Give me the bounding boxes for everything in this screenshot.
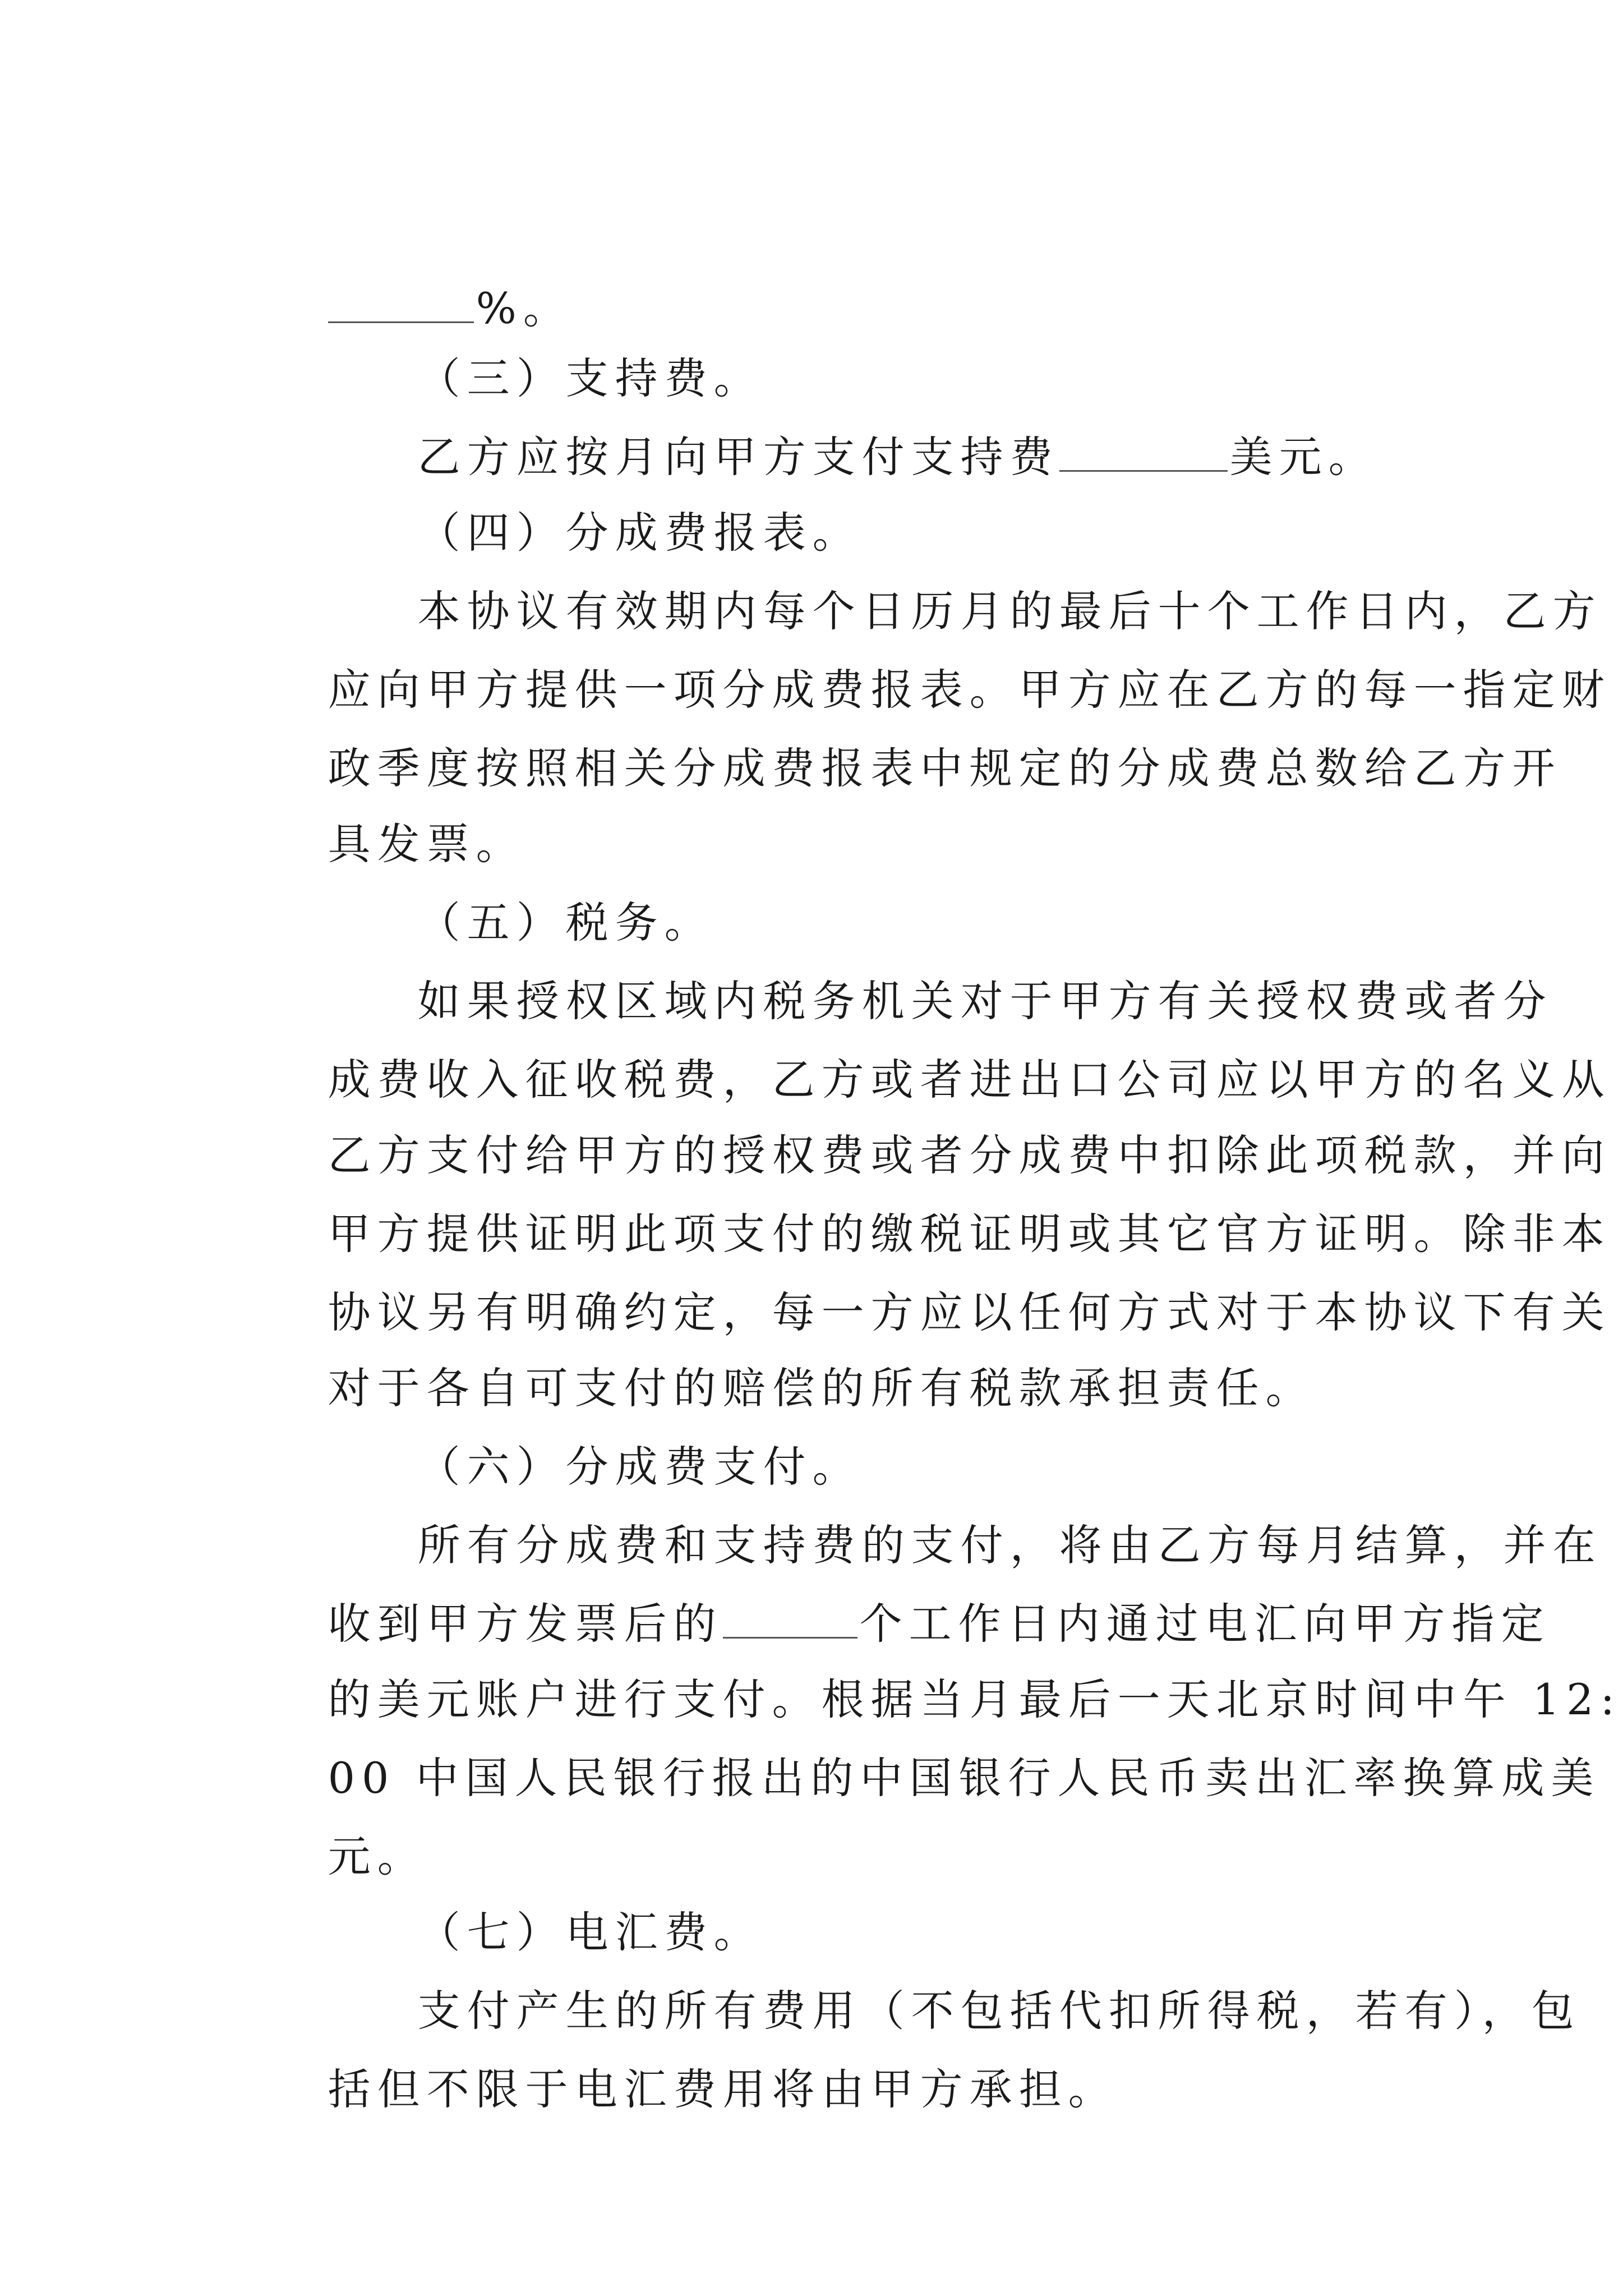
paragraph-line — [247, 606, 1611, 715]
section-heading — [336, 295, 763, 403]
line-text: 的美元账户进行支付。根据当月最后一天北京时间中午 12: — [328, 1674, 1622, 1724]
heading-text: （七）电汇费。 — [417, 1907, 763, 1957]
paragraph-line — [247, 1773, 427, 1881]
line-text: 具发票。 — [328, 819, 525, 869]
section-heading — [336, 839, 714, 947]
paragraph-line — [247, 1150, 1611, 1259]
line-text-before: 乙方应按月向甲方支付支持费 — [417, 432, 1059, 482]
paragraph-line — [336, 373, 1378, 482]
paragraph-line — [247, 996, 1611, 1105]
paragraph-line — [336, 1927, 1581, 2036]
paragraph-line — [247, 1071, 1611, 1180]
paragraph-line — [247, 1616, 1622, 1724]
line-text: 如果授权区域内税务机关对于甲方有关授权费或者分 — [417, 976, 1553, 1026]
line-text: 协议另有明确约定，每一方应以任何方式对于本协议下有关 — [328, 1287, 1611, 1337]
line-text: 所有分成费和支持费的支付，将由乙方每月结算，并在 — [417, 1520, 1602, 1570]
line-text-before: 收到甲方发票后的 — [328, 1599, 723, 1649]
section-heading — [336, 1383, 862, 1492]
heading-text: （三）支持费。 — [417, 353, 763, 403]
line-text: %。 — [476, 283, 573, 333]
paragraph-line — [247, 2005, 1118, 2114]
paragraph-line — [247, 224, 573, 333]
section-heading — [336, 1848, 763, 1957]
fill-in-blank — [1059, 431, 1228, 472]
paragraph-line — [247, 1694, 1601, 1803]
line-text: 甲方提供证明此项支付的缴税证明或其它官方证明。除非本 — [328, 1209, 1611, 1259]
paragraph-line — [247, 760, 525, 869]
heading-text: （六）分成费支付。 — [417, 1442, 862, 1492]
line-text: 支付产生的所有费用（不包括代扣所得税，若有），包 — [417, 1986, 1581, 2036]
line-text: 成费收入征收税费，乙方或者进出口公司应以甲方的名义从 — [328, 1055, 1611, 1105]
line-text: 应向甲方提供一项分成费报表。甲方应在乙方的每一指定财 — [328, 665, 1611, 715]
line-text: 政季度按照相关分成费报表中规定的分成费总数给乙方开 — [328, 743, 1562, 793]
section-heading — [336, 449, 862, 558]
paragraph-line — [247, 1228, 1611, 1337]
line-text: 对于各自可支付的赔偿的所有税款承担责任。 — [328, 1363, 1315, 1413]
paragraph-line — [247, 1304, 1315, 1413]
paragraph-line — [247, 684, 1562, 793]
line-text: 00 中国人民银行报出的中国银行人民币卖出汇率换算成美 — [328, 1753, 1601, 1803]
paragraph-line — [336, 1461, 1602, 1570]
line-text: 本协议有效期内每个日历月的最后十个工作日内，乙方 — [417, 586, 1602, 636]
line-text: 元。 — [328, 1832, 427, 1881]
line-text-after: 个工作日内通过电汇向甲方指定 — [859, 1599, 1551, 1649]
paragraph-line — [336, 527, 1602, 636]
paragraph-line — [336, 917, 1553, 1026]
line-text: 括但不限于电汇费用将由甲方承担。 — [328, 2064, 1118, 2114]
line-text: 乙方支付给甲方的授权费或者分成费中扣除此项税款，并向 — [328, 1130, 1611, 1180]
heading-text: （四）分成费报表。 — [417, 508, 862, 558]
heading-text: （五）税务。 — [417, 898, 714, 947]
line-text-after: 美元。 — [1229, 432, 1378, 482]
paragraph-line — [247, 1540, 1551, 1649]
